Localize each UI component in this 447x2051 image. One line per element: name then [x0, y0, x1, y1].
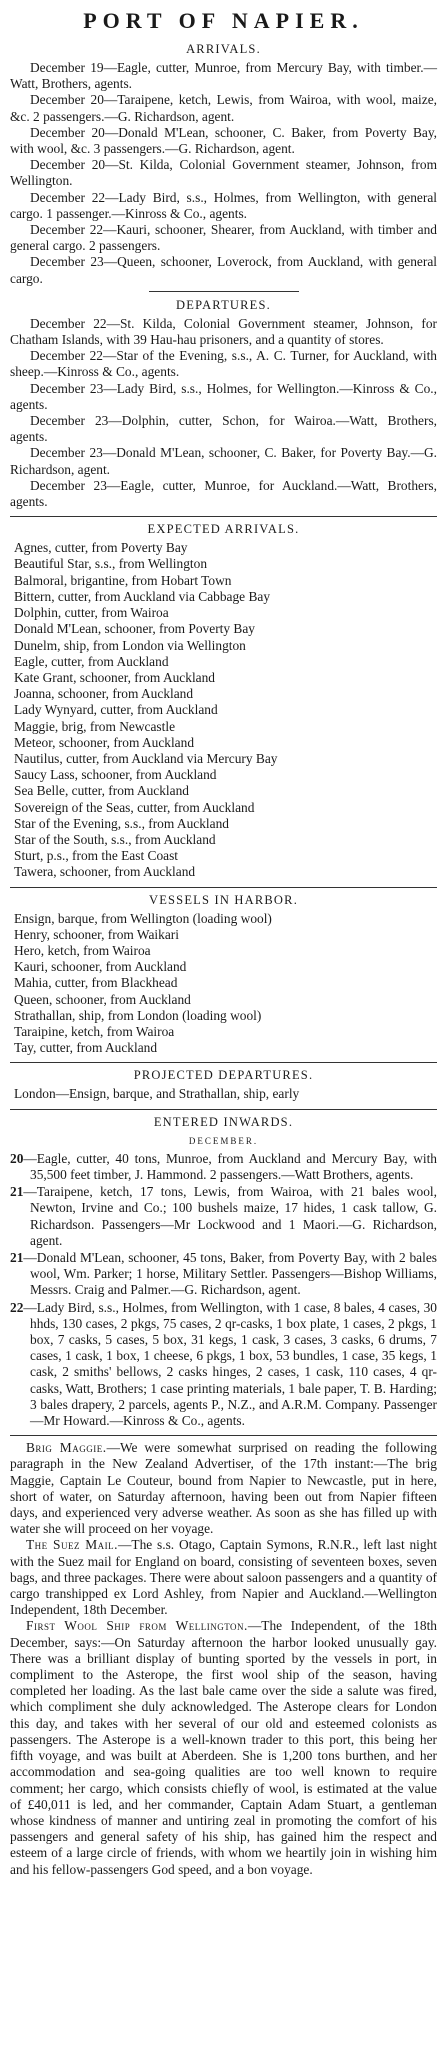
inward-day: 22: [10, 1299, 24, 1315]
entered-inwards-title: ENTERED INWARDS.: [153, 1114, 294, 1129]
section-divider: [10, 1435, 437, 1436]
news-paragraph: [10, 1537, 437, 1618]
expected-vessel: Bittern, cutter, from Auckland via Cabbage Bay: [14, 588, 271, 604]
news-heading: The Suez Mail.: [26, 1537, 119, 1553]
expected-vessel: Maggie, brig, from Newcastle: [14, 718, 176, 734]
expected-vessel: Star of the Evening, s.s., from Auckland: [14, 815, 229, 831]
expected-vessel: Balmoral, brigantine, from Hobart Town: [14, 572, 232, 588]
masthead: PORT OF NAPIER.: [83, 8, 364, 33]
section-divider: [10, 887, 437, 888]
month-label: DECEMBER.: [188, 1135, 259, 1146]
inward-entry: [10, 1250, 437, 1299]
inward-day: 21: [10, 1184, 24, 1200]
arrival-entry: December 20—Taraipene, ketch, Lewis, from Wairoa, with wool, maize, &c. 2 passengers.—G. Richardson, agent.: [10, 92, 437, 124]
section-divider: [10, 1109, 437, 1110]
expected-vessel: Sea Belle, cutter, from Auckland: [14, 783, 189, 799]
inward-day: 20: [10, 1150, 24, 1166]
inward-entry: [10, 1151, 437, 1183]
expected-vessel: Eagle, cutter, from Auckland: [14, 653, 169, 669]
expected-vessel: Agnes, cutter, from Poverty Bay: [14, 540, 188, 556]
vessels-in-harbor-title: VESSELS IN HARBOR.: [148, 892, 299, 907]
expected-vessel: Dolphin, cutter, from Wairoa: [14, 605, 169, 621]
expected-vessel: Nautilus, cutter, from Auckland via Mercury Bay: [14, 750, 278, 766]
projected-departure: London—Ensign, barque, and Strathallan, ship, early: [14, 1086, 300, 1102]
news-body: —The s.s. Otago, Captain Symons, R.N.R., left last night with the Suez mail for England on board, consisting of seventeen boxes, seven bags, and three packages. There were about saloon passengers and a quantity of cargo transhipped ex Lord Ashley, from Napier and Auckland.—Wellington Independent, 18th December.: [10, 1537, 438, 1618]
inward-entry: [10, 1300, 437, 1430]
departure-entry: December 23—Dolphin, cutter, Schon, for Wairoa.—Watt, Brothers, agents.: [10, 413, 437, 445]
departures-title: DEPARTURES.: [176, 297, 271, 312]
arrival-entry: December 22—Lady Bird, s.s., Holmes, from Wellington, with general cargo. 1 passenger.—Kinross & Co., agents.: [10, 189, 437, 221]
expected-vessel: Tawera, schooner, from Auckland: [14, 864, 196, 880]
departure-entry: December 22—Star of the Evening, s.s., A. C. Turner, for Auckland, with sheep.—Kinross & Co., agents.: [10, 348, 437, 380]
inward-text: —Eagle, cutter, 40 tons, Munroe, from Auckland and Mercury Bay, with 35,500 feet timber, J. Hammond. 2 passengers.—Watt Brothers, agents.: [23, 1150, 437, 1182]
arrival-entry: December 23—Queen, schooner, Loverock, from Auckland, with general cargo.: [10, 254, 437, 286]
expected-vessel: Lady Wynyard, cutter, from Auckland: [14, 702, 218, 718]
expected-vessel: Kate Grant, schooner, from Auckland: [14, 669, 216, 685]
harbor-vessel: Strathallan, ship, from London (loading wool): [14, 1007, 262, 1023]
harbor-vessel: Kauri, schooner, from Auckland: [14, 959, 187, 975]
departure-entry: December 23—Lady Bird, s.s., Holmes, for Wellington.—Kinross & Co., agents.: [10, 380, 437, 412]
news-body: —We were somewhat surprised on reading the following paragraph in the New Zealand Advertiser, of the 17th instant:—The brig Maggie, Captain Le Couteur, bound from Napier to Newcastle, put in here, short of water, on Saturday afternoon, having been out from Napier fifteen days, and experienced very adverse weather. As soon as she has filled up with water she will proceed on her voyage.: [10, 1440, 437, 1537]
expected-vessel: Donald M'Lean, schooner, from Poverty Bay: [14, 621, 255, 637]
harbor-vessel: Ensign, barque, from Wellington (loading wool): [14, 910, 272, 926]
section-divider: [10, 516, 437, 517]
expected-vessel: Star of the South, s.s., from Auckland: [14, 831, 216, 847]
inward-entry: [10, 1184, 437, 1249]
expected-vessel: Sovereign of the Seas, cutter, from Auckland: [14, 799, 255, 815]
departure-entry: December 23—Eagle, cutter, Munroe, for Auckland.—Watt, Brothers, agents.: [10, 477, 437, 510]
expected-vessel: Beautiful Star, s.s., from Wellington: [14, 556, 208, 572]
section-divider: [149, 291, 299, 292]
inward-text: —Taraipene, ketch, 17 tons, Lewis, from Wairoa, with 21 bales wool, Newton, Irvine and Co.; 100 bushels maize, 17 hides, 1 cask tallow, G. Richardson. Passengers—Mr Lockwood and 1 Maori.—G. Richardson, agent.: [23, 1184, 437, 1248]
news-heading: Brig Maggie.: [26, 1440, 107, 1456]
expected-arrivals-title: EXPECTED ARRIVALS.: [147, 522, 300, 537]
expected-vessel: Sturt, p.s., from the East Coast: [14, 848, 179, 864]
arrival-entry: December 22—Kauri, schooner, Shearer, from Auckland, with timber and general cargo. 2 passengers.: [10, 222, 437, 254]
departure-entry: December 22—St. Kilda, Colonial Government steamer, Johnson, for Chatham Islands, with 39 Hau-hau prisoners, and a quantity of stores.: [10, 315, 437, 348]
harbor-vessel: Mahia, cutter, from Blackhead: [14, 975, 178, 991]
harbor-vessel: Queen, schooner, from Auckland: [14, 991, 191, 1007]
harbor-vessel: Tay, cutter, from Auckland: [14, 1040, 158, 1056]
inward-day: 21: [10, 1250, 24, 1265]
news-body: —The Independent, of the 18th December, says:—On Saturday afternoon the harbor looked unusually gay. There was a brilliant display of bunting sported by the vessels in port, in compliment to the Asterope, the first wool ship of the season, having completed her loading. As the last bale came over the side a salute was fired, which compliment she duly acknowledged. The Asterope clears for London this day, and takes with her several of our old and esteemed colonists as passengers. The Asterope is a well-known trader to this port, this being her fifth voyage, and was built at Aberdeen. She is 1,200 tons burthen, and her accommodation and sea-going qualities are too well known to require comment; her cargo, which consists chiefly of wool, is estimated at the value of £40,011 is led, and her commander, Captain Adam Stuart, a gentleman whose kindness of manner and untiring zeal in promoting the comfort of his passengers and general safety of his ship, has gained him the respect and esteem of a large circle of friends, with whom we heartily join in wishing him and his fellow-passengers God speed, and a bon voyage.: [10, 1618, 437, 1877]
expected-vessel: Dunelm, ship, from London via Wellington: [14, 637, 246, 653]
arrival-entry: December 20—Donald M'Lean, schooner, C. Baker, from Poverty Bay, with wool, &c. 3 passengers.—G. Richardson, agent.: [10, 124, 437, 157]
harbor-vessel: Hero, ketch, from Wairoa: [14, 942, 151, 958]
arrival-entry: December 20—St. Kilda, Colonial Government steamer, Johnson, from Wellington.: [10, 157, 437, 189]
inward-text: —Lady Bird, s.s., Holmes, from Wellington, with 1 case, 8 bales, 4 cases, 30 hhds, 130 cases, 2 pkgs, 75 cases, 2 qr-casks, 1 box plate, 1 cases, 2 pkgs, 1 box, 7 casks, 5 cases, 5 box, 31 kegs, 1 cask, 3 cases, 3 casks, 6 drums, 7 cases, 1 cask, 1 box, 1 cheese, 6 pkgs, 1 box, 53 bundles, 1 case, 35 kegs, 1 cask, 2 smiths' bellows, 2 casks hinges, 2 cases, 1 cask, 110 cases, 4 qr-casks, Watt, Brothers; 1 case printing materials, 1 bale paper, T. B. Harding; 3 bales drapery, 2 parcels, agents P., N.Z., and A.R.M. Company. Passenger—Mr Howard.—Kinross & Co., agents.: [23, 1299, 437, 1429]
expected-vessel: Meteor, schooner, from Auckland: [14, 734, 195, 750]
harbor-vessel: Henry, schooner, from Waikari: [14, 926, 179, 942]
news-paragraph: [10, 1440, 437, 1537]
expected-vessel: Joanna, schooner, from Auckland: [14, 686, 194, 702]
inward-text: —Donald M'Lean, schooner, 45 tons, Baker, from Poverty Bay, with 2 bales wool, Wm. Parker; 1 horse, Military Settler. Passengers—Bishop Williams, Messrs. Craig and Palmer.—G. Richardson, agent.: [23, 1250, 437, 1298]
arrivals-title: ARRIVALS.: [186, 42, 261, 56]
section-divider: [10, 1062, 437, 1063]
news-heading: First Wool Ship from Wellington.: [26, 1618, 248, 1634]
arrival-entry: December 19—Eagle, cutter, Munroe, from Mercury Bay, with timber.—Watt, Brothers, agents.: [10, 60, 437, 92]
expected-vessel: Saucy Lass, schooner, from Auckland: [14, 767, 217, 783]
departure-entry: December 23—Donald M'Lean, schooner, C. Baker, for Poverty Bay.—G. Richardson, agent.: [10, 445, 437, 477]
harbor-vessel: Taraipine, ketch, from Wairoa: [14, 1023, 175, 1039]
news-paragraph: [10, 1618, 437, 1877]
projected-departures-title: PROJECTED DEPARTURES.: [133, 1068, 314, 1083]
